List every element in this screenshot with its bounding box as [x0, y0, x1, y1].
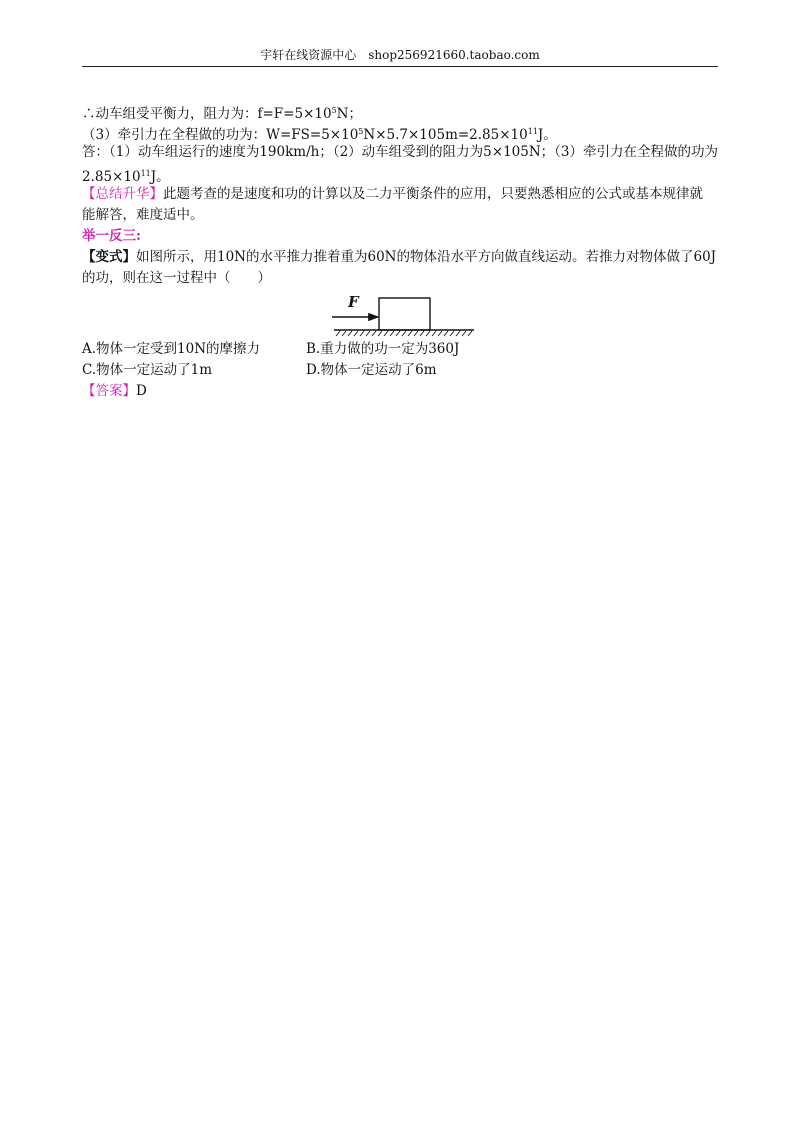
- header-text: 宇轩在线资源中心 shop256921660.taobao.com: [260, 48, 540, 62]
- summary-line-1: [82, 184, 722, 205]
- options-row-1: [82, 339, 722, 360]
- option-b: B.重力做的功一定为360J: [306, 341, 460, 357]
- option-a: A.物体一定受到10N的摩擦力: [82, 341, 261, 357]
- force-label: F: [348, 293, 359, 311]
- force-diagram-svg: [82, 293, 722, 337]
- option-d: D.物体一定运动了6m: [306, 362, 437, 378]
- solution-line-2: （3）牵引力在全程做的功为：$W=FS=5\times 10^5N\times 5.7\times 105m=2.85\times 10^{11}J$。: [82, 127, 557, 143]
- question-line-2: 的功，则在这一过程中（ ）: [82, 270, 271, 286]
- force-diagram: [82, 293, 722, 337]
- summary-line-2: 能解答，难度适中。: [82, 207, 204, 223]
- ground-hatching: [336, 331, 472, 336]
- answer-label: 【答案】: [82, 383, 136, 399]
- practice-heading: 举一反三:: [82, 228, 141, 244]
- summary-label: 【总结升华】: [82, 186, 163, 202]
- answer-line-2: $2.85\times 10^{11}J$。: [82, 169, 170, 185]
- answer-line-1: 答：（1）动车组运行的速度为190km/h；（2）动车组受到的阻力为5×105N；（3）牵引力在全程做的功为: [82, 144, 718, 160]
- question-line-1: [82, 247, 722, 268]
- options-row-2: [82, 360, 722, 381]
- summary-text: 此题考查的是速度和功的计算以及二力平衡条件的应用，只要熟悉相应的公式或基本规律就: [163, 186, 703, 202]
- question-text: 如图所示，用10N的水平推力推着重为60N的物体沿水平方向做直线运动。若推力对物体做了60J: [136, 249, 717, 265]
- variant-label: 【变式】: [82, 249, 136, 265]
- option-c: C.物体一定运动了1m: [82, 362, 213, 378]
- answer-value: D: [136, 383, 147, 399]
- page-header: [82, 44, 718, 67]
- block: [379, 298, 430, 330]
- page-content: [82, 100, 722, 402]
- solution-line-1: ∴动车组受平衡力，阻力为：$f=F=5\times 10^5N$；: [82, 106, 362, 122]
- answer-row: [82, 381, 722, 402]
